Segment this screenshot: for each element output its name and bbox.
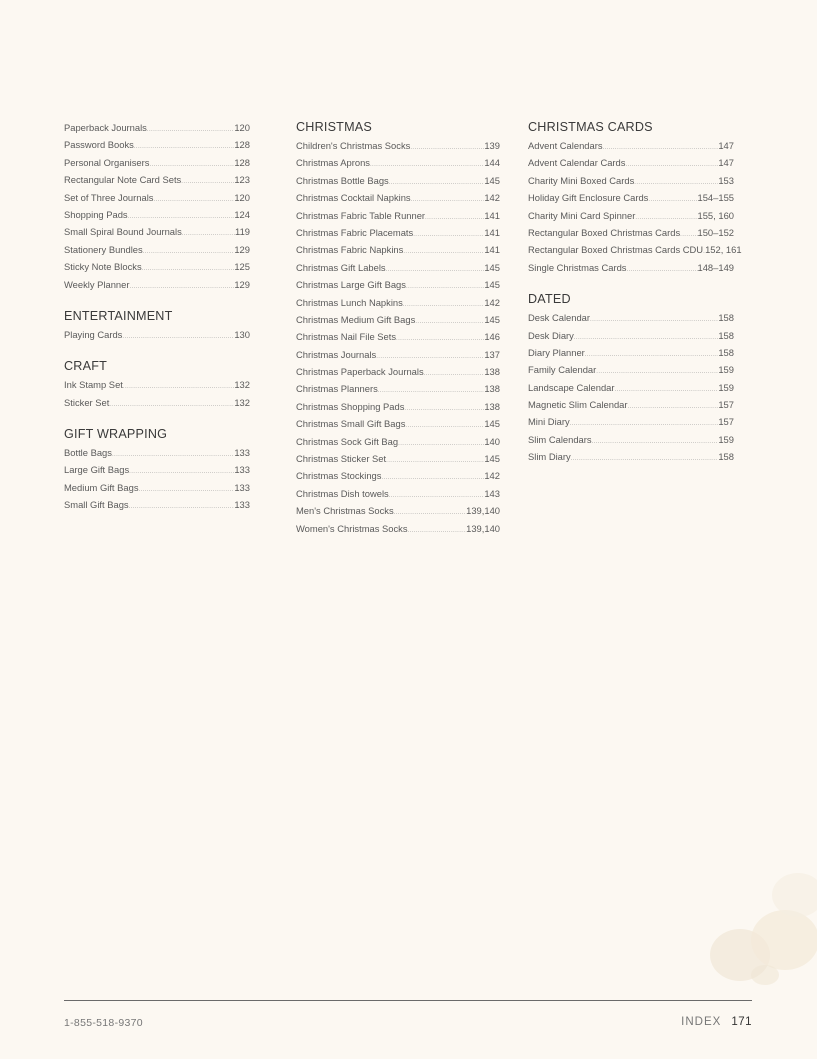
footer-page-label (681, 1016, 752, 1028)
entry-name: Ink Stamp Set (64, 379, 123, 391)
entry-page: 139,140 (466, 505, 500, 517)
entry-page: 145 (484, 313, 500, 325)
entry-name: Desk Diary (528, 329, 574, 341)
entry-name: Bottle Bags (64, 447, 112, 459)
entry-page: 158 (718, 451, 734, 463)
index-section (64, 358, 250, 411)
dot-leader (129, 496, 235, 516)
entry-name: Single Christmas Cards (528, 261, 627, 273)
index-entry (64, 258, 250, 275)
entry-name: Christmas Fabric Table Runner (296, 209, 426, 221)
entry-page: 154–155 (697, 192, 734, 204)
entry-name: Women's Christmas Socks (296, 522, 408, 534)
index-entry (296, 311, 500, 328)
entry-page: 143 (484, 487, 500, 499)
index-entry (528, 431, 734, 448)
entry-page: 159 (718, 433, 734, 445)
section-heading: DATED (528, 292, 571, 307)
entry-name: Christmas Small Gift Bags (296, 418, 406, 430)
dot-leader (122, 326, 234, 346)
section-heading: CHRISTMAS CARDS (528, 120, 653, 134)
index-entry (64, 276, 250, 293)
index-entry (296, 520, 500, 537)
dot-leader (626, 259, 697, 279)
entry-page: 123 (234, 174, 250, 186)
entry-name: Christmas Fabric Napkins (296, 244, 404, 256)
entry-name: Set of Three Journals (64, 191, 154, 203)
entry-page: 119 (235, 226, 250, 238)
index-entry (296, 241, 500, 258)
decorative-watercolor-icon (690, 870, 817, 990)
index-column-3 (528, 119, 742, 466)
entry-name: Small Gift Bags (64, 499, 129, 511)
entry-page: 142 (484, 470, 500, 482)
index-entry (64, 241, 250, 258)
index-entry (528, 448, 734, 465)
entry-name: Desk Calendar (528, 312, 591, 324)
index-entry (528, 344, 734, 361)
entry-page: 129 (234, 278, 250, 290)
footer-phone-number: 1-855-518-9370 (64, 1017, 143, 1029)
index-entry (64, 444, 250, 461)
index-entry (528, 154, 734, 171)
entry-page: 152, 161 (705, 244, 742, 256)
index-entry (296, 207, 500, 224)
entry-page: 158 (718, 329, 734, 341)
index-entry (528, 361, 734, 378)
entry-page: 125 (234, 261, 250, 273)
index-entry (64, 496, 250, 513)
entry-name: Christmas Medium Gift Bags (296, 313, 416, 325)
entry-name: Holiday Gift Enclosure Cards (528, 192, 649, 204)
entry-name: Christmas Journals (296, 348, 377, 360)
entry-name: Password Books (64, 139, 134, 151)
index-entry (296, 398, 500, 415)
index-entry (64, 171, 250, 188)
entry-page: 133 (234, 481, 250, 493)
index-section (64, 119, 250, 293)
footer-page-number: 171 (731, 1016, 752, 1028)
entry-name: Christmas Cocktail Napkins (296, 192, 411, 204)
entry-page: 158 (718, 346, 734, 358)
section-heading: GIFT WRAPPING (64, 427, 168, 442)
index-entry (296, 415, 500, 432)
index-entry (296, 276, 500, 293)
dot-leader (408, 520, 467, 540)
index-entry (528, 189, 734, 206)
entry-name: Shopping Pads (64, 208, 128, 220)
entry-name: Christmas Nail File Sets (296, 331, 397, 343)
entry-name: Stationery Bundles (64, 243, 143, 255)
entry-name: Slim Calendars (528, 433, 592, 445)
entry-page: 130 (234, 328, 250, 340)
footer-divider (64, 1000, 752, 1001)
entry-page: 133 (234, 499, 250, 511)
entry-name: Sticky Note Blocks (64, 261, 142, 273)
entry-name: Christmas Lunch Napkins (296, 296, 403, 308)
index-entry (296, 328, 500, 345)
index-section (64, 308, 250, 343)
entry-name: Christmas Sticker Set (296, 453, 387, 465)
entry-page: 138 (484, 400, 500, 412)
entry-page: 142 (484, 296, 500, 308)
entry-name: Personal Organisers (64, 156, 150, 168)
index-entry (528, 259, 734, 276)
index-entry (64, 119, 250, 136)
index-entry (296, 172, 500, 189)
entry-name: Christmas Sock Gift Bag (296, 435, 399, 447)
entry-page: 128 (234, 156, 250, 168)
index-entry (64, 154, 250, 171)
entry-name: Slim Diary (528, 451, 571, 463)
entry-name: Medium Gift Bags (64, 481, 139, 493)
index-section (296, 119, 500, 537)
index-entry (64, 479, 250, 496)
index-entry (528, 396, 734, 413)
index-entry (64, 461, 250, 478)
entry-name: Christmas Gift Labels (296, 261, 386, 273)
entry-name: Advent Calendar Cards (528, 157, 626, 169)
index-entry (528, 172, 734, 189)
entry-name: Christmas Fabric Placemats (296, 226, 414, 238)
entry-page: 157 (718, 399, 734, 411)
entry-name: Charity Mini Card Spinner (528, 209, 636, 221)
entry-name: Advent Calendars (528, 140, 603, 151)
index-entry (528, 241, 742, 258)
entry-page: 147 (718, 157, 734, 169)
entry-name: Christmas Dish towels (296, 487, 389, 499)
entry-name: Mini Diary (528, 416, 570, 428)
entry-name: Rectangular Note Card Sets (64, 174, 182, 186)
entry-name: Christmas Shopping Pads (296, 400, 405, 412)
index-entry (64, 376, 250, 393)
section-heading: CHRISTMAS (296, 120, 372, 134)
entry-page: 129 (234, 243, 250, 255)
entry-page: 133 (234, 464, 250, 476)
entry-page: 141 (484, 244, 500, 256)
entry-page: 145 (484, 453, 500, 465)
entry-name: Rectangular Boxed Christmas Cards (528, 226, 681, 238)
entry-name: Sticker Set (64, 396, 110, 408)
entry-name: Large Gift Bags (64, 464, 130, 476)
entry-page: 133 (234, 447, 250, 459)
section-heading: CRAFT (64, 359, 107, 374)
index-entry (528, 224, 734, 241)
entry-page: 138 (484, 366, 500, 378)
entry-name: Paperback Journals (64, 122, 147, 133)
entry-page: 141 (484, 209, 500, 221)
entry-name: Charity Mini Boxed Cards (528, 174, 635, 186)
dot-leader (129, 276, 234, 296)
entry-name: Christmas Stockings (296, 470, 382, 482)
index-entry (528, 327, 734, 344)
entry-page: 153 (718, 174, 734, 186)
dot-leader (571, 448, 719, 468)
entry-page: 132 (234, 379, 250, 391)
index-entry (296, 346, 500, 363)
entry-page: 159 (718, 364, 734, 376)
entry-page: 145 (484, 261, 500, 273)
entry-name: Family Calendar (528, 364, 597, 376)
entry-page: 147 (718, 140, 734, 151)
entry-name: Magnetic Slim Calendar (528, 399, 628, 411)
index-entry (64, 136, 250, 153)
index-section (528, 119, 742, 276)
entry-name: Christmas Paperback Journals (296, 366, 424, 378)
entry-page: 142 (484, 192, 500, 204)
entry-page: 158 (718, 312, 734, 324)
dot-leader (109, 394, 234, 414)
index-entry (296, 294, 500, 311)
entry-page: 150–152 (697, 226, 734, 238)
entry-page: 145 (484, 418, 500, 430)
entry-name: Men's Christmas Socks (296, 505, 394, 517)
entry-page: 145 (484, 279, 500, 291)
entry-name: Christmas Planners (296, 383, 378, 395)
entry-page: 137 (484, 348, 500, 360)
index-entry (296, 502, 500, 519)
entry-name: Diary Planner (528, 346, 585, 358)
entry-name: Small Spiral Bound Journals (64, 226, 182, 238)
index-entry (296, 485, 500, 502)
index-entry (296, 189, 500, 206)
entry-page: 145 (484, 174, 500, 186)
index-column-1 (64, 119, 250, 514)
section-heading: ENTERTAINMENT (64, 308, 173, 323)
entry-page: 139 (484, 140, 500, 151)
entry-page: 159 (718, 381, 734, 393)
index-entry (296, 380, 500, 397)
entry-page: 146 (484, 331, 500, 343)
index-entry (296, 450, 500, 467)
entry-page: 144 (484, 157, 500, 169)
entry-page: 148–149 (697, 261, 734, 273)
entry-page: 139,140 (466, 522, 500, 534)
index-entry (296, 259, 500, 276)
index-entry (296, 363, 500, 380)
index-entry (64, 326, 250, 343)
index-section (64, 426, 250, 514)
index-entry (528, 413, 734, 430)
index-entry (296, 137, 500, 154)
entry-name: Playing Cards (64, 328, 123, 340)
index-entry (64, 189, 250, 206)
index-entry (296, 467, 500, 484)
index-entry (528, 207, 734, 224)
entry-name: Rectangular Boxed Christmas Cards CDU (528, 244, 704, 256)
entry-name: Children's Christmas Socks (296, 140, 411, 151)
index-section (528, 291, 734, 466)
index-entry (296, 433, 500, 450)
entry-page: 120 (234, 191, 250, 203)
entry-page: 157 (718, 416, 734, 428)
entry-page: 155, 160 (697, 209, 734, 221)
entry-page: 132 (234, 396, 250, 408)
index-entry (296, 224, 500, 241)
entry-page: 124 (234, 208, 250, 220)
entry-name: Christmas Large Gift Bags (296, 279, 406, 291)
index-entry (528, 137, 734, 154)
entry-page: 120 (234, 122, 250, 133)
entry-page: 128 (234, 139, 250, 151)
entry-name: Christmas Bottle Bags (296, 174, 389, 186)
footer-section-label: INDEX (681, 1016, 722, 1028)
index-entry (64, 223, 250, 240)
entry-page: 141 (484, 226, 500, 238)
entry-page: 140 (484, 435, 500, 447)
index-entry (528, 379, 734, 396)
index-entry (64, 394, 250, 411)
index-entry (296, 154, 500, 171)
index-column-2 (296, 119, 500, 537)
entry-name: Weekly Planner (64, 278, 130, 290)
index-entry (64, 206, 250, 223)
entry-name: Christmas Aprons (296, 157, 370, 169)
entry-name: Landscape Calendar (528, 381, 615, 393)
index-entry (528, 309, 734, 326)
entry-page: 138 (484, 383, 500, 395)
